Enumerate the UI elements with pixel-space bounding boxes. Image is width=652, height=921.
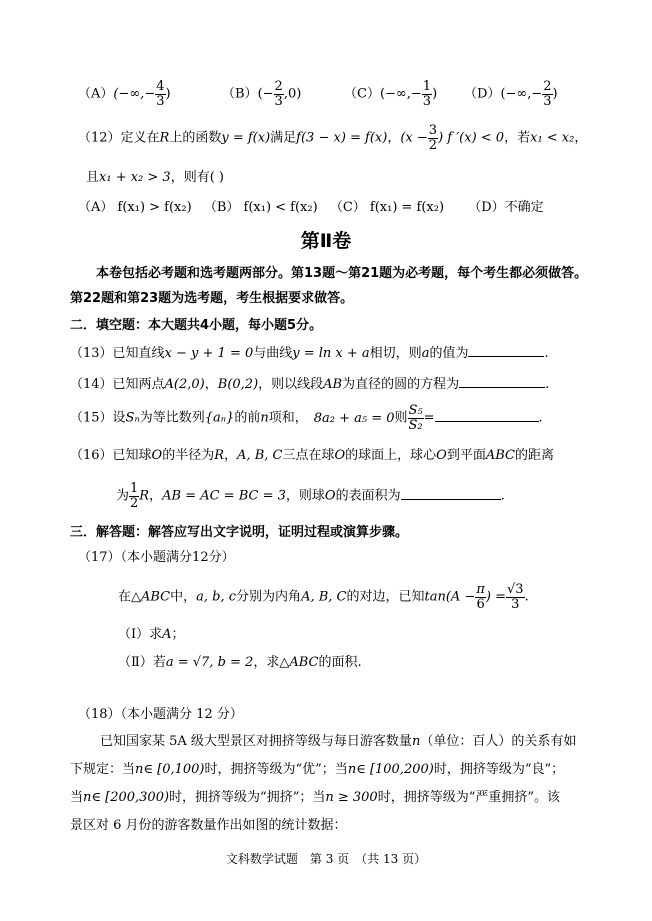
fill-heading: 二．填空题：本大题共4小题，每小题5分。	[70, 318, 323, 333]
q17-head: （17）（本小题满分12分）	[78, 550, 235, 565]
q18-line1: 已知国家某 5A 级大型景区对拥挤等级与每日游客数量n（单位：百人）的关系有如	[100, 734, 577, 749]
fraction: $\frac{1}{2}$	[130, 481, 139, 511]
q12-option-a: （A） f(x₁) > f(x₂)	[78, 200, 192, 215]
q12-line2: 且x₁ + x₂ > 3，则有( )	[86, 170, 224, 185]
fraction: $\frac{2}{3}$	[543, 79, 552, 109]
q16-line2: 为 $\frac{1}{2}$ R，AB = AC = BC = 3，则球O的表面积为 .	[116, 481, 505, 511]
q11-option-b: （B）(− $\frac{2}{3}$ ,0)	[222, 79, 302, 109]
intro-line-2: 第22题和第23题为选考题，考生根据要求做答。	[70, 291, 354, 306]
fraction: $\frac{\text{S₅}}{\text{S₂}}$	[408, 403, 423, 433]
page-footer: 文科数学试题 第 3 页 （共 13 页）	[225, 852, 427, 866]
q12-line1: （12）定义在R上的函数y = f(x)满足f(3 − x) = f(x)，(x − $\frac{3}{2}$ ) f ′(x) < 0，若x₁ < x₂，	[78, 123, 588, 153]
q11-option-d: （D）(−∞,− $\frac{2}{3}$ )	[464, 79, 558, 109]
q16-line1: （16）已知球O的半径为R，A, B, C三点在球O的球面上，球心O到平面ABC的距离	[70, 448, 555, 463]
q17-part1: （Ⅰ）求A；	[118, 627, 185, 642]
q12-option-d: （D）不确定	[468, 200, 544, 215]
q12-option-c: （C） f(x₁) = f(x₂)	[329, 200, 445, 215]
section-title: 第Ⅱ卷	[300, 230, 352, 252]
q12-option-b: （B） f(x₁) < f(x₂)	[203, 200, 318, 215]
fraction: $\frac{\pi}{6}$	[476, 582, 485, 612]
q11-option-a: （A）(−∞,− $\frac{4}{3}$ )	[78, 79, 171, 109]
q18-head: （18）（本小题满分 12 分）	[78, 707, 243, 722]
q18-line2: 下规定：当n∈ [0,100)时，拥挤等级为“优”；当n∈ [100,200)时，拥挤等级为“良”；	[70, 762, 565, 777]
q17-part2: （Ⅱ）若a = √7, b = 2，求△ABC的面积.	[118, 655, 362, 670]
fraction: $\frac{1}{3}$	[422, 79, 432, 109]
fraction: $\frac{2}{3}$	[274, 79, 283, 109]
q12-options	[78, 201, 544, 214]
answer-blank[interactable]	[435, 409, 539, 422]
answer-blank[interactable]	[459, 375, 545, 388]
q17-stem: 在△ABC中，a, b, c分别为内角A, B, C的对边，已知tan(A − $\frac{\pi}{6}$ ) = $\frac{√3}{3}$ .	[118, 582, 529, 612]
fraction: $\frac{4}{3}$	[156, 79, 165, 109]
answer-blank[interactable]	[468, 344, 544, 357]
q15: （15）设Sₙ为等比数列{aₙ}的前n项和， 8a₂ + a₅ = 0则 $\frac{\text{S₅}}{\text{S₂}}$ = .	[70, 403, 543, 433]
fraction: $\frac{3}{2}$	[428, 123, 438, 153]
intro-line-1: 本卷包括必考题和选考题两部分。第13题～第21题为必考题，每个考生都必须做答。	[96, 266, 588, 281]
answer-blank[interactable]	[401, 487, 501, 500]
q18-line3: 当n∈ [200,300)时，拥挤等级为“拥挤”；当n ≥ 300时，拥挤等级为“严重拥挤”。该	[70, 790, 560, 805]
solve-heading: 三．解答题：解答应写出文字说明，证明过程或演算步骤。	[70, 525, 409, 540]
q11-option-c: （C）(−∞,− $\frac{1}{3}$ )	[344, 79, 438, 109]
q13: （13）已知直线x − y + 1 = 0与曲线y = ln x + a相切，则a的值为 .	[70, 346, 549, 361]
fraction: $\frac{√3}{3}$	[507, 582, 524, 612]
q14: （14）已知两点A(2,0)，B(0,2)，则以线段AB为直径的圆的方程为 .	[70, 377, 550, 392]
q18-line4: 景区对 6 月份的游客数量作出如图的统计数据：	[70, 818, 347, 833]
